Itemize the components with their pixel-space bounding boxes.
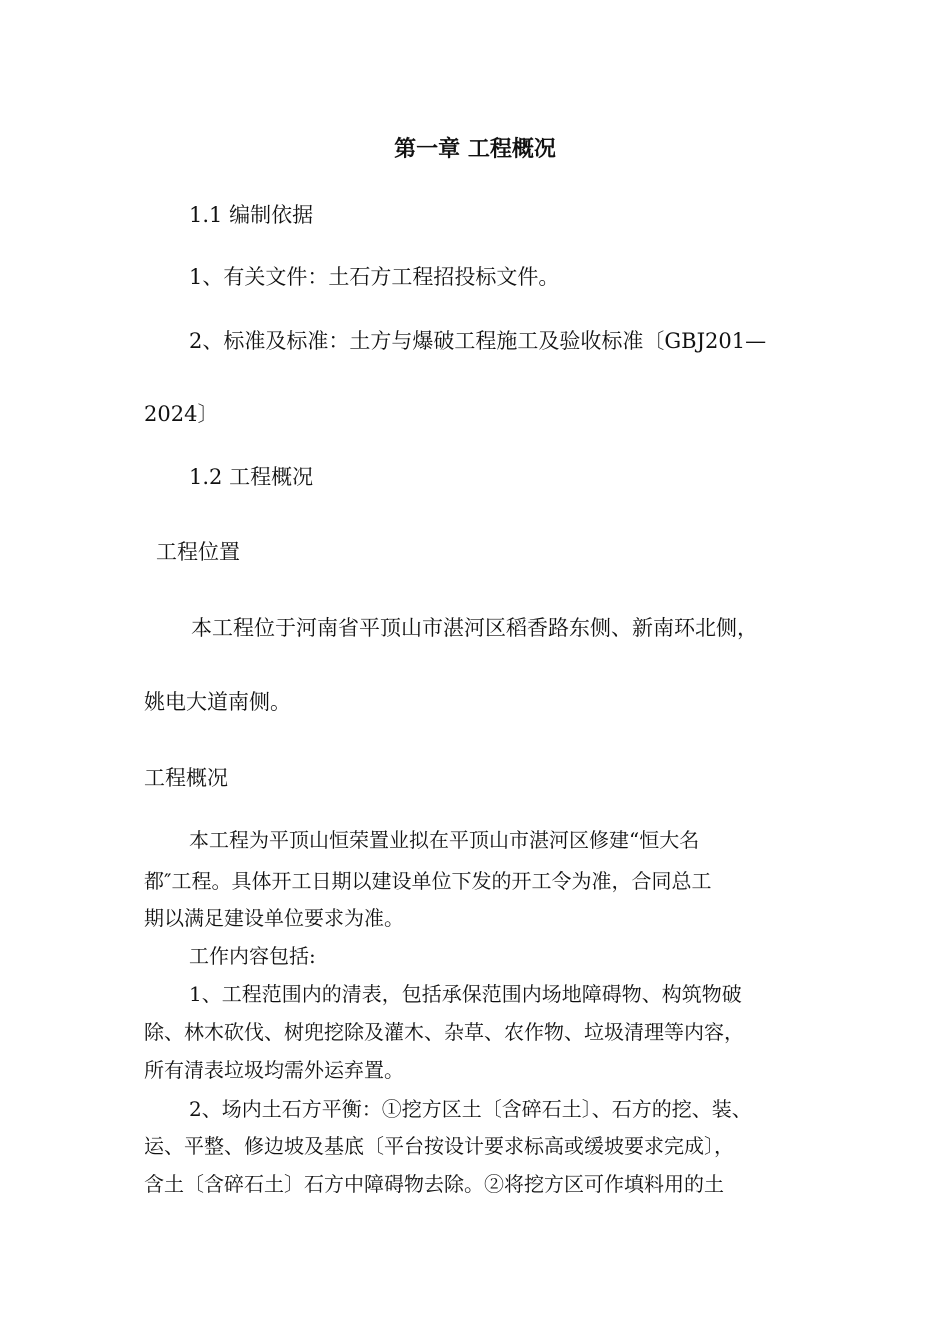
location-text-line-1: 本工程位于河南省平顶山市湛河区稻香路东侧、新南环北侧， bbox=[191, 616, 758, 640]
section-heading-1-2: 1.2 工程概况 bbox=[189, 465, 314, 489]
work-item-2-line-1: 2、场内土石方平衡：①挖方区土〔含碎石土〕、石方的挖、装、 bbox=[189, 1097, 752, 1121]
basis-item-2-line-1: 2、标准及标准：土方与爆破工程施工及验收标准〔GBJ201— bbox=[189, 329, 767, 353]
basis-item-2-line-2: 2024〕 bbox=[144, 402, 219, 426]
location-heading: 工程位置 bbox=[156, 540, 240, 564]
basis-item-1: 1、有关文件：土石方工程招投标文件。 bbox=[189, 265, 560, 289]
chapter-title: 第一章 工程概况 bbox=[394, 137, 556, 162]
overview-paragraph-line-2: 都″工程。具体开工日期以建设单位下发的开工令为准，合同总工 bbox=[144, 869, 712, 893]
overview-paragraph-line-1: 本工程为平顶山恒荣置业拟在平顶山市湛河区修建“恒大名 bbox=[189, 828, 700, 852]
work-content-label: 工作内容包括: bbox=[189, 944, 316, 968]
work-item-1-line-3: 所有清表垃圾均需外运弃置。 bbox=[144, 1058, 404, 1082]
work-item-1-line-2: 除、林木砍伐、树兜挖除及灌木、杂草、农作物、垃圾清理等内容， bbox=[144, 1020, 744, 1044]
overview-heading: 工程概况 bbox=[144, 766, 228, 790]
location-text-line-2: 姚电大道南侧。 bbox=[144, 690, 291, 714]
section-heading-1-1: 1.1 编制依据 bbox=[189, 203, 314, 227]
work-item-2-line-2: 运、平整、修边坡及基底〔平台按设计要求标高或缓坡要求完成〕， bbox=[144, 1134, 734, 1158]
overview-paragraph-line-3: 期以满足建设单位要求为准。 bbox=[144, 906, 404, 930]
work-item-2-line-3: 含土〔含碎石土〕石方中障碍物去除。②将挖方区可作填料用的土 bbox=[144, 1172, 724, 1196]
work-item-1-line-1: 1、工程范围内的清表，包括承保范围内场地障碍物、构筑物破 bbox=[189, 982, 742, 1006]
